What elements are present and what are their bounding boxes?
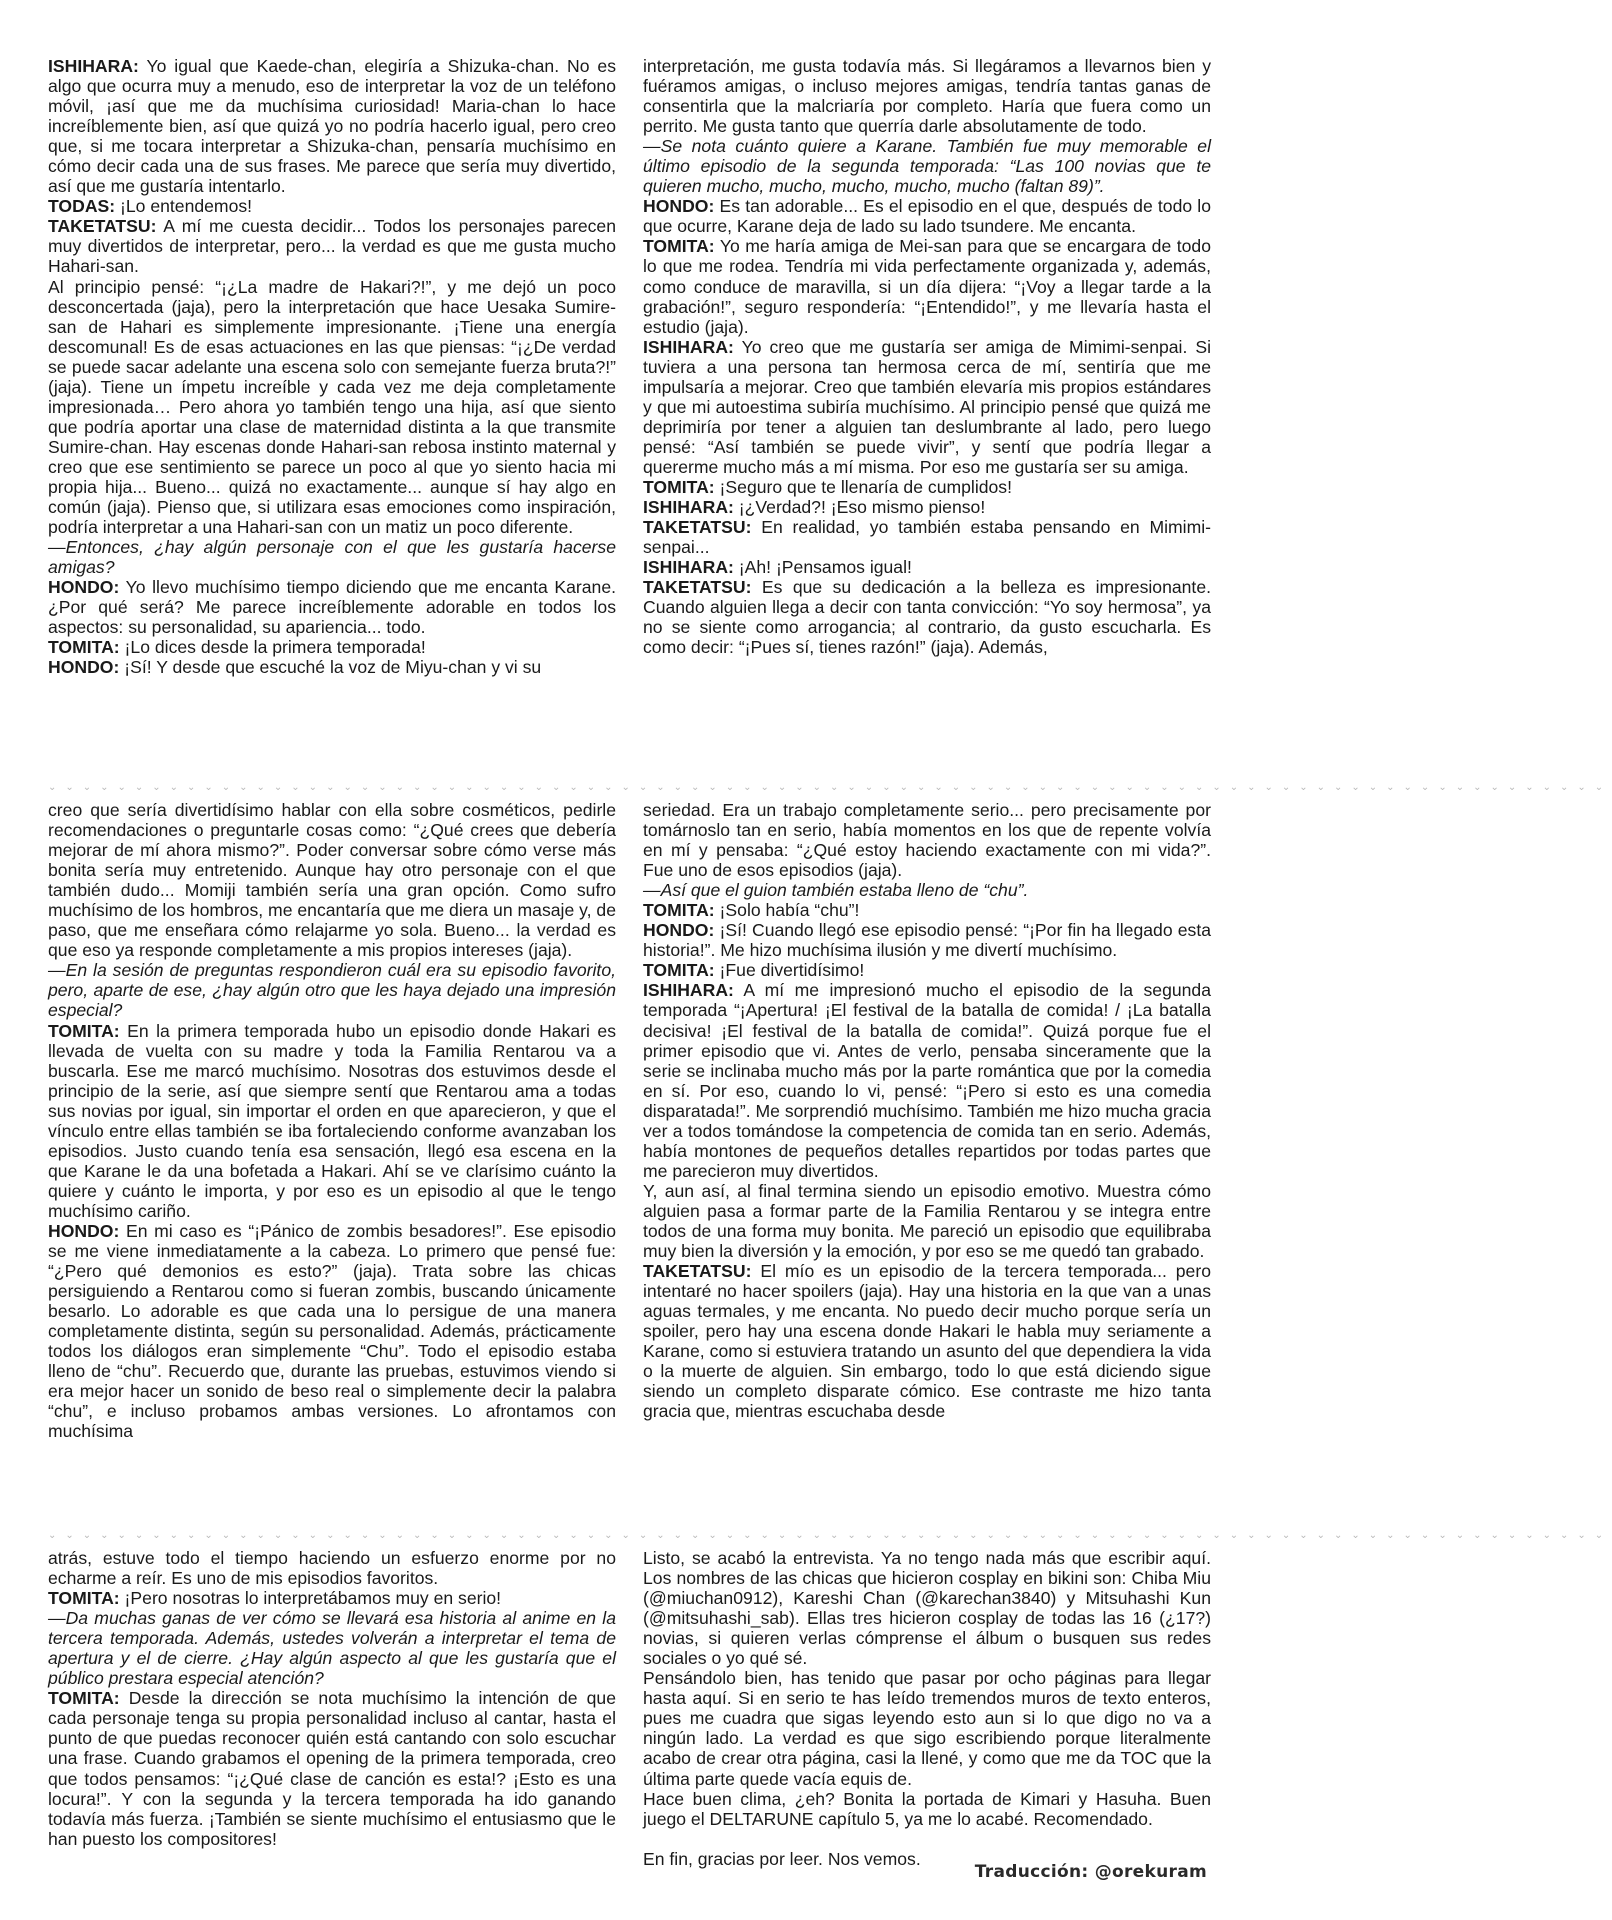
paragraph: [643, 577, 1211, 657]
text-band-3: [48, 1548, 1211, 1869]
paragraph: [48, 216, 616, 276]
column-left: [48, 1548, 616, 1862]
paragraph-spacer: [643, 1829, 1211, 1849]
paragraph-text: A mí me cuesta decidir... Todos los personajes parecen muy divertidos de interpretar, pero... la verdad es que me gusta mucho Hahari-san.: [48, 216, 616, 277]
paragraph-text: seriedad. Era un trabajo completamente serio... pero precisamente por tomárnoslo tan en serio, había momentos en los que de repente volvía en mí y pensaba: “¿Qué estoy haciendo exactamente con mi vida?”. Fue uno de esos episodios (jaja).: [643, 800, 1211, 881]
paragraph: [643, 236, 1211, 336]
paragraph: [643, 1668, 1211, 1788]
paragraph-text: Pensándolo bien, has tenido que pasar por ocho páginas para llegar hasta aquí. Si en serio te has leído tremendos muros de texto enteros, pues me cuadra que sigas leyendo esto aun si lo que digo no va a ningún lado. La verdad es que sigo escribiendo porque literalmente acabo de crear otra página, casi la llené, y como que me da TOC que la última parte quede vacía equis de.: [643, 1668, 1211, 1789]
paragraph-text: Yo me haría amiga de Mei-san para que se encargara de todo lo que me rodea. Tendría mi vida perfectamente organizada y, además, como conduce de maravilla, si un día dijera: “¡Voy a llegar tarde a la grabación!”, seguro respondería: “¡Entendido!”, y me llevaría hasta el estudio (jaja).: [643, 236, 1211, 337]
paragraph: [643, 800, 1211, 880]
paragraph: [643, 196, 1211, 236]
paragraph-text: interpretación, me gusta todavía más. Si llegáramos a llevarnos bien y fuéramos amigas, o incluso mejores amigas, tendría tantas ganas de consentirla que la malcriaría por completo. Haría que fuera como un perrito. Me gusta tanto que querría darle absolutamente de todo.: [643, 56, 1211, 137]
speaker-name: HONDO:: [48, 1220, 120, 1241]
speaker-name: ISHIHARA:: [48, 56, 139, 76]
paragraph: [48, 800, 616, 960]
speaker-name: TOMITA:: [643, 900, 715, 921]
speaker-name: TODAS:: [48, 196, 116, 217]
paragraph-text: En mi caso es “¡Pánico de zombis besadores!”. Ese episodio se me viene inmediatamente a la cabeza. Lo primero que pensé fue: “¿Pero qué demonios es esto?” (jaja). Trata sobre las chicas persiguiendo a Rentarou como si fueran zombis, buscando únicamente besarlo. Lo adorable es que cada una lo persigue de una manera completamente distinta, según su personalidad. Además, prácticamente todos los diálogos eran simplemente “Chu”. Todo el episodio estaba lleno de “chu”. Recuerdo que, durante las pruebas, estuvimos viendo si era mejor hacer un sonido de beso real o simplemente decir la palabra “chu”, e incluso probamos ambas versiones. Lo afrontamos con muchísima: [48, 1220, 616, 1442]
paragraph-text: ¡Lo entendemos!: [115, 196, 253, 217]
speaker-name: HONDO:: [48, 657, 120, 678]
speaker-name: ISHIHARA:: [643, 336, 734, 357]
paragraph-text: Y, aun así, al final termina siendo un episodio emotivo. Muestra cómo alguien pasa a formar parte de la Familia Rentarou y se integra entre todos de una forma muy bonita. Me pareció un episodio que equilibraba muy bien la diversión y la emoción, y por eso se me quedó tan grabado.: [643, 1180, 1211, 1262]
dotted-separator: ⌄⌄⌄⌄⌄⌄⌄⌄⌄⌄⌄⌄⌄⌄⌄⌄⌄⌄⌄⌄⌄⌄⌄⌄⌄⌄⌄⌄⌄⌄⌄⌄⌄⌄⌄⌄⌄⌄⌄⌄⌄⌄⌄⌄⌄⌄⌄⌄⌄⌄⌄⌄⌄⌄⌄⌄⌄⌄⌄⌄⌄⌄⌄⌄⌄⌄⌄⌄⌄⌄⌄⌄⌄⌄⌄⌄⌄⌄⌄⌄⌄⌄⌄⌄⌄⌄⌄⌄⌄⌄: [48, 1530, 1612, 1541]
speaker-name: TOMITA:: [48, 1688, 120, 1709]
column-right: [643, 800, 1211, 1528]
speaker-name: ISHIHARA:: [643, 497, 734, 518]
interviewer-question: —En la sesión de preguntas respondieron cuál era su episodio favorito, pero, aparte de ese, ¿hay algún otro que les haya dejado una impresión especial?: [48, 960, 616, 1021]
paragraph: [643, 1261, 1211, 1421]
paragraph-text: Hace buen clima, ¿eh? Bonita la portada de Kimari y Hasuha. Buen juego el DELTARUNE capítulo 5, ya me lo acabé. Recomendado.: [643, 1788, 1211, 1829]
speaker-name: TOMITA:: [643, 236, 715, 257]
paragraph: [48, 1021, 616, 1221]
speaker-name: TOMITA:: [48, 1020, 120, 1041]
column-right: [643, 56, 1211, 780]
paragraph-text: ¡Lo dices desde la primera temporada!: [119, 637, 426, 658]
paragraph: [48, 1588, 616, 1608]
paragraph-text: ¡Seguro que te llenaría de cumplidos!: [714, 476, 1012, 497]
paragraph-text: En fin, gracias por leer. Nos vemos.: [643, 1848, 921, 1869]
paragraph: [643, 557, 1211, 577]
speaker-name: TOMITA:: [643, 960, 715, 981]
speaker-name: ISHIHARA:: [643, 980, 734, 1001]
dotted-separator: ⌄⌄⌄⌄⌄⌄⌄⌄⌄⌄⌄⌄⌄⌄⌄⌄⌄⌄⌄⌄⌄⌄⌄⌄⌄⌄⌄⌄⌄⌄⌄⌄⌄⌄⌄⌄⌄⌄⌄⌄⌄⌄⌄⌄⌄⌄⌄⌄⌄⌄⌄⌄⌄⌄⌄⌄⌄⌄⌄⌄⌄⌄⌄⌄⌄⌄⌄⌄⌄⌄⌄⌄⌄⌄⌄⌄⌄⌄⌄⌄⌄⌄⌄⌄⌄⌄⌄⌄⌄⌄: [48, 782, 1612, 793]
paragraph: [643, 337, 1211, 477]
paragraph: [643, 1789, 1211, 1829]
paragraph: [48, 1548, 616, 1588]
paragraph: [643, 960, 1211, 980]
column-left: [48, 800, 616, 1528]
paragraph: [643, 497, 1211, 517]
paragraph: [48, 1688, 616, 1848]
paragraph: [643, 517, 1211, 557]
paragraph-text: ¡Sí! Cuando llegó ese episodio pensé: “¡Por fin ha llegado esta historia!”. Me hizo muchísima ilusión y me divertí muchísimo.: [643, 920, 1211, 961]
paragraph: [643, 477, 1211, 497]
paragraph-text: ¡Ah! ¡Pensamos igual!: [733, 557, 912, 578]
paragraph-text: Yo creo que me gustaría ser amiga de Mimimi-senpai. Si tuviera a una persona tan hermosa cerca de mí, sentiría que me impulsaría a mejorar. Creo que también elevaría mis propios estándares y que mi autoestima subiría muchísimo. Al principio pensé que quizá me deprimiría por tener a alguien tan deslumbrante al lado, pero luego pensé: “Así también se puede vivir”, y sentí que podría llegar a quererme mucho más a mí misma. Por eso me gustaría ser su amiga.: [643, 336, 1211, 477]
paragraph-text: creo que sería divertidísimo hablar con ella sobre cosméticos, pedirle recomendaciones o preguntarle cosas como: “¿Qué crees que debería mejorar de mí ahora mismo?”. Poder conversar sobre cómo verse más bonita sería muy entretenido. Aunque hay otro personaje con el que también dudo... Momiji también sería una gran opción. Como sufro muchísimo de los hombros, me encantaría que me diera un masaje y, de paso, que me enseñara cómo relajarme yo sola. Bueno... la verdad es que eso ya responde completamente a mis propios intereses (jaja).: [48, 800, 616, 961]
paragraph: [643, 900, 1211, 920]
paragraph-text: ¡¿Verdad?! ¡Eso mismo pienso!: [733, 497, 986, 518]
paragraph-text: El mío es un episodio de la tercera temporada... pero intentaré no hacer spoilers (jaja). Hay una historia en la que van a unas aguas termales, y me encanta. No puedo decir mucho porque sería un spoiler, pero hay una escena donde Hakari le habla muy seriamente a Karane, como si estuviera tratando un asunto del que dependiera la vida o la muerte de alguien. Sin embargo, todo lo que está diciendo sigue siendo un completo disparate cómico. Ese contraste me hizo tanta gracia que, mientras escuchaba desde: [643, 1261, 1211, 1422]
paragraph-text: ¡Sí! Y desde que escuché la voz de Miyu-chan y vi su: [119, 657, 542, 678]
paragraph: [48, 56, 616, 196]
paragraph-text: Yo llevo muchísimo tiempo diciendo que me encanta Karane. ¿Por qué será? Me parece increíblemente adorable en todos los aspectos: su personalidad, su apariencia... todo.: [48, 577, 616, 638]
paragraph-text: Desde la dirección se nota muchísimo la intención de que cada personaje tenga su propia personalidad incluso al cantar, hasta el punto de que puedas reconocer quién está cantando con solo escuchar una frase. Cuando grabamos el opening de la primera temporada, creo que todos pensamos: “¡¿Qué clase de canción es esta!? ¡Esto es una locura!”. Y con la segunda y la tercera temporada ha ido ganando todavía más fuerza. ¡También se siente muchísimo el entusiasmo que le han puesto los compositores!: [48, 1688, 616, 1849]
text-band-2: [48, 800, 1211, 1528]
paragraph-text: Listo, se acabó la entrevista. Ya no tengo nada más que escribir aquí. Los nombres de las chicas que hicieron cosplay en bikini son: Chiba Miu (@miuchan0912), Kareshi Chan (@karechan3840) y Mitsuhashi Kun (@mitsuhashi_sab). Ellas tres hicieron cosplay de todas las 16 (¿17?) novias, si quieren verlas cómprense el álbum o busquen sus redes sociales o yo qué sé.: [643, 1548, 1211, 1669]
paragraph-text: A mí me impresionó mucho el episodio de la segunda temporada “¡Apertura! ¡El festival de la batalla de comida! / ¡La batalla decisiva! ¡El festival de la batalla de comida!”. Quizá porque fue el primer episodio que vi. Antes de verlo, pensaba sinceramente que la serie se inclinaba mucho más por la parte romántica que por la comedia en sí. Por eso, cuando lo vi, pensé: “¡Pero si esto es una comedia disparatada!”. Me sorprendió muchísimo. También me hizo mucha gracia ver a todos tomándose la competencia de comida tan en serio. Además, había montones de pequeños detalles repartidos por todas partes que me parecieron muy divertidos.: [643, 980, 1211, 1181]
interviewer-question: —Da muchas ganas de ver cómo se llevará esa historia al anime en la tercera temporada. Además, ustedes volverán a interpretar el tema de apertura y el de cierre. ¿Hay algún aspecto al que les gustaría que el público prestara especial atención?: [48, 1608, 616, 1689]
paragraph: [48, 196, 616, 216]
speaker-name: TAKETATSU:: [643, 517, 752, 538]
paragraph-text: Yo igual que Kaede-chan, elegiría a Shizuka-chan. No es algo que ocurra muy a menudo, eso de interpretar la voz de un teléfono móvil, ¡así que me da muchísima curiosidad! Maria-chan lo hace increíblemente bien, así que quizá yo no podría hacerlo igual, pero creo que, si me tocara interpretar a Shizuka-chan, pensaría muchísimo en cómo decir cada una de sus frases. Me parece que sería muy divertido, así que me gustaría intentarlo.: [48, 56, 616, 197]
paragraph-text: En la primera temporada hubo un episodio donde Hakari es llevada de vuelta con su madre y toda la Familia Rentarou va a buscarla. Ese me marcó muchísimo. Nosotras dos estuvimos desde el principio de la serie, así que siempre sentí que Rentarou ama a todas sus novias por igual, sin importar el orden en que aparecieron, y que el vínculo entre ellas también se iba fortaleciendo conforme avanzaban los episodios. Justo cuando tenía esa sensación, llegó esa escena en la que Karane le da una bofetada a Hakari. Ahí se ve clarísimo cuánto la quiere y cuánto le importa, y por eso es un episodio al que le tengo muchísimo cariño.: [48, 1020, 616, 1221]
paragraph-text: Es que su dedicación a la belleza es impresionante. Cuando alguien llega a decir con tanta convicción: “Yo soy hermosa”, ya no se siente como arrogancia; al contrario, da gusto escucharla. Es como decir: “¡Pues sí, tienes razón!” (jaja). Además,: [643, 577, 1211, 658]
paragraph-text: Es tan adorable... Es el episodio en el que, después de todo lo que ocurre, Karane deja de lado su lado tsundere. Me encanta.: [643, 196, 1211, 237]
column-left: [48, 56, 616, 780]
speaker-name: TAKETATSU:: [643, 577, 752, 598]
speaker-name: HONDO:: [643, 920, 715, 941]
speaker-name: HONDO:: [48, 577, 120, 598]
speaker-name: TOMITA:: [48, 637, 120, 658]
paragraph-text: ¡Solo había “chu”!: [714, 900, 860, 921]
paragraph-text: atrás, estuve todo el tiempo haciendo un esfuerzo enorme por no echarme a reír. Es uno de mis episodios favoritos.: [48, 1548, 616, 1589]
paragraph: [643, 920, 1211, 960]
translation-credit: Traducción: @orekuram: [974, 1862, 1207, 1882]
speaker-name: TAKETATSU:: [643, 1261, 752, 1282]
paragraph: [643, 980, 1211, 1180]
speaker-name: TOMITA:: [48, 1588, 120, 1609]
interviewer-question: —Se nota cuánto quiere a Karane. También fue muy memorable el último episodio de la segunda temporada: “Las 100 novias que te quieren mucho, mucho, mucho, mucho, mucho (faltan 89)”.: [643, 136, 1211, 197]
text-band-1: [48, 56, 1211, 780]
interviewer-question: —Entonces, ¿hay algún personaje con el que les gustaría hacerse amigas?: [48, 537, 616, 578]
paragraph-text: ¡Fue divertidísimo!: [714, 960, 865, 981]
column-right: [643, 1548, 1211, 1869]
interviewer-question: —Así que el guion también estaba lleno de “chu”.: [643, 880, 1029, 901]
speaker-name: TAKETATSU:: [48, 216, 157, 237]
paragraph-text: En realidad, yo también estaba pensando en Mimimi-senpai...: [643, 517, 1211, 558]
paragraph: [643, 1181, 1211, 1261]
speaker-name: HONDO:: [643, 196, 715, 217]
paragraph-text: ¡Pero nosotras lo interpretábamos muy en serio!: [119, 1588, 502, 1609]
paragraph: [48, 1221, 616, 1442]
speaker-name: ISHIHARA:: [643, 557, 734, 578]
paragraph: [48, 637, 616, 657]
paragraph: [48, 577, 616, 637]
paragraph: [643, 56, 1211, 136]
paragraph: [48, 657, 616, 677]
paragraph: [48, 277, 616, 538]
speaker-name: TOMITA:: [643, 476, 715, 497]
paragraph-text: Al principio pensé: “¡¿La madre de Hakari?!”, y me dejó un poco desconcertada (jaja), pero la interpretación que hace Uesaka Sumire-san de Hahari es simplemente impresionante. ¡Tiene una energía descomunal! Es de esas actuaciones en las que piensas: “¡¿De verdad se puede sacar adelante una escena solo con semejante fuerza bruta?!” (jaja). Tiene un ímpetu increíble y cada vez me deja completamente impresionada… Pero ahora yo también tengo una hija, así que siento que podría aportar una clase de maternidad distinta a la que transmite Sumire-chan. Hay escenas donde Hahari-san rebosa instinto maternal y creo que ese sentimiento se parece un poco al que yo siento hacia mi propia hija... Bueno... quizá no exactamente... aunque sí hay algo en común (jaja). Pienso que, si utilizara esas emociones como inspiración, podría interpretar a una Hahari-san con un matiz un poco diferente.: [48, 276, 616, 538]
paragraph: [643, 1548, 1211, 1668]
